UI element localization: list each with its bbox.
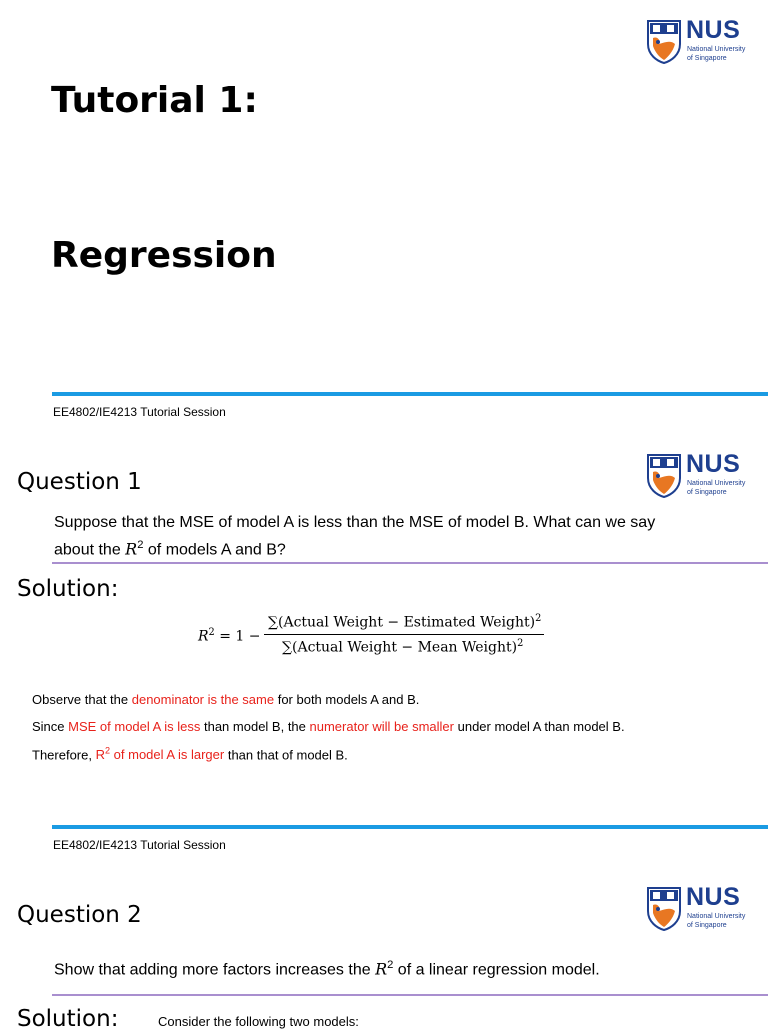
solution-line-1: Observe that the denominator is the same for both models A and B. — [32, 692, 420, 707]
nus-shield-icon — [647, 887, 681, 931]
slide-divider — [52, 825, 768, 829]
question-text: Suppose that the MSE of model A is less than the MSE of model B. What can we say about the $R^2$ of models A and B? — [54, 514, 656, 559]
solution-intro: Consider the following two models: — [158, 1014, 359, 1029]
solution-line-3: Therefore, $R^2$ of model A is larger than that of model B. — [32, 746, 348, 763]
nus-subtitle: National University of Singapore — [687, 480, 746, 496]
slide-divider — [52, 392, 768, 396]
slide-footer: EE4802/IE4213 Tutorial Session — [53, 405, 226, 419]
solution-line-2: Since MSE of model A is less than model B, the numerator will be smaller under model A than model B. — [32, 719, 625, 734]
nus-subtitle: National University of Singapore — [687, 46, 746, 62]
nus-shield-icon — [647, 20, 681, 64]
solution-label: Solution: — [17, 576, 119, 602]
nus-brand-text: NUS — [686, 883, 741, 911]
formula-denominator: ∑(Actual Weight − Mean Weight)$^2$ — [282, 638, 524, 656]
nus-brand-text: NUS — [686, 450, 741, 478]
question-text: Show that adding more factors increases the $R^2$ of a linear regression model. — [54, 959, 600, 979]
nus-subtitle: National University of Singapore — [687, 913, 746, 929]
fraction-bar — [264, 634, 544, 635]
nus-logo — [647, 16, 767, 80]
slide-footer: EE4802/IE4213 Tutorial Session — [53, 838, 226, 852]
formula-lhs: $R^2 = 1$ − — [198, 627, 261, 645]
nus-brand-text: NUS — [686, 16, 741, 44]
nus-logo — [647, 450, 767, 514]
slide-title: Tutorial 1: — [51, 80, 258, 121]
slide-subtitle: Regression — [51, 235, 277, 276]
question-heading: Question 1 — [17, 469, 142, 495]
nus-logo — [647, 883, 767, 947]
question-divider — [52, 994, 768, 996]
question-divider — [52, 562, 768, 564]
nus-shield-icon — [647, 454, 681, 498]
solution-label: Solution: — [17, 1006, 119, 1032]
formula-numerator: ∑(Actual Weight − Estimated Weight)$^2$ — [268, 613, 542, 631]
question-heading: Question 2 — [17, 902, 142, 928]
